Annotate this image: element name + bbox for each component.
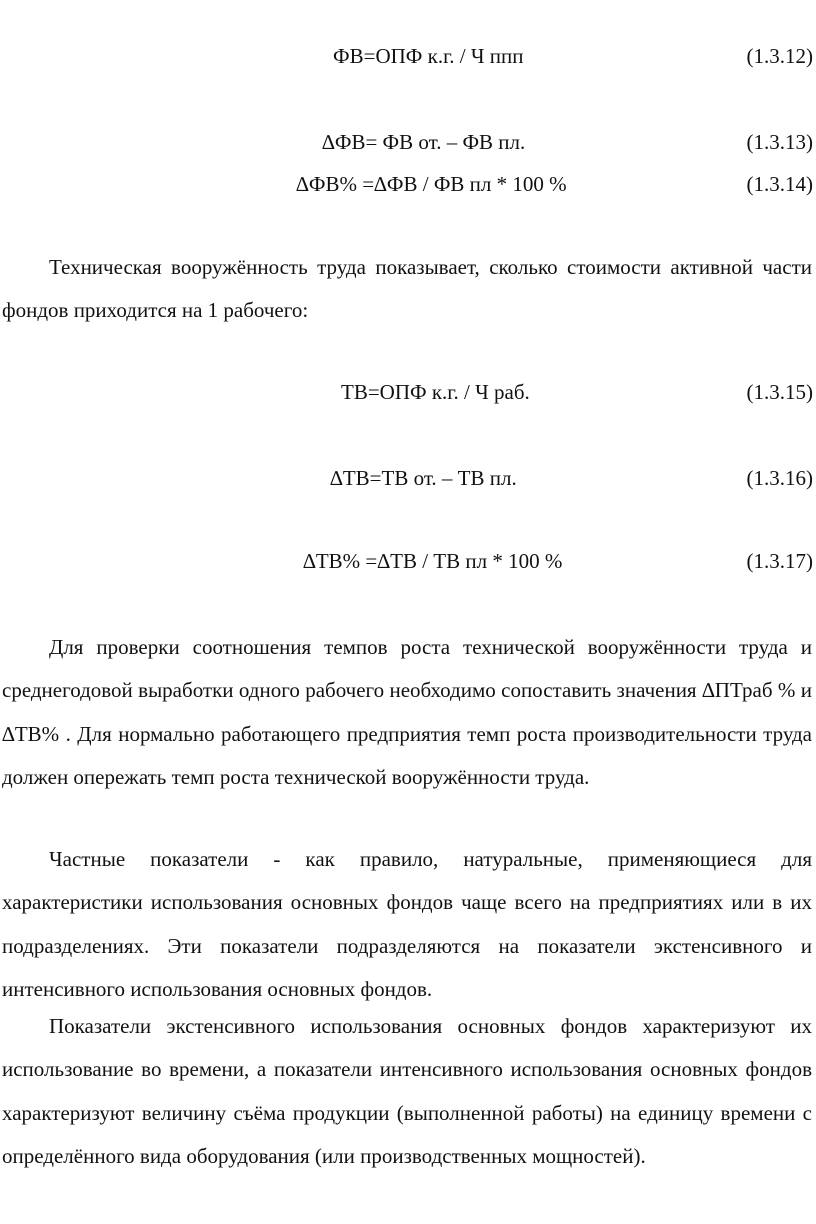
- formula-number: (1.3.12): [746, 44, 813, 68]
- paragraph-growth-comparison: Для проверки соотношения темпов роста технической вооружённости труда и среднегодовой выработки одного рабочего необходимо сопоставить значения ∆ПТраб % и ∆ТВ% . Для нормально работающего предприятия темп роста производительности труда должен опережать темп роста технической вооружённости труда.: [2, 635, 812, 789]
- formula-1-3-15: [0, 377, 816, 407]
- formula-1-3-13: [0, 127, 816, 157]
- formula-1-3-14: [0, 169, 816, 199]
- formula-expression: ∆ФВ= ФВ от. – ФВ пл.: [322, 130, 526, 154]
- formula-number: (1.3.13): [746, 130, 813, 154]
- formula-expression: ∆ТВ% =∆ТВ / ТВ пл * 100 %: [303, 549, 563, 573]
- formula-number: (1.3.16): [746, 466, 813, 490]
- paragraph-partial-indicators: Частные показатели - как правило, натуральные, применяющиеся для характеристики использования основных фондов чаще всего на предприятиях или в их подразделениях. Эти показатели подразделяются на показатели экстенсивного и интенсивного использования основных фондов.: [2, 847, 812, 1001]
- formula-expression: ∆ТВ=ТВ от. – ТВ пл.: [330, 466, 517, 490]
- formula-number: (1.3.17): [746, 549, 813, 573]
- paragraph-extensive-intensive: Показатели экстенсивного использования основных фондов характеризуют их использование во времени, а показатели интенсивного использования основных фондов характеризуют величину съёма продукции (выполненной работы) на единицу времени с определённого вида оборудования (или производственных мощностей).: [2, 1014, 812, 1168]
- formula-expression: ТВ=ОПФ к.г. / Ч раб.: [341, 380, 530, 404]
- formula-expression: ∆ФВ% =∆ФВ / ФВ пл * 100 %: [296, 172, 567, 196]
- formula-number: (1.3.14): [746, 172, 813, 196]
- formula-1-3-12: [0, 41, 816, 71]
- formula-1-3-17: [0, 546, 816, 576]
- paragraph-technical-armament: Техническая вооружённость труда показывает, сколько стоимости активной части фондов приходится на 1 рабочего:: [2, 255, 812, 323]
- formula-1-3-16: [0, 463, 816, 493]
- formula-expression: ФВ=ОПФ к.г. / Ч ппп: [333, 44, 524, 68]
- formula-number: (1.3.15): [746, 380, 813, 404]
